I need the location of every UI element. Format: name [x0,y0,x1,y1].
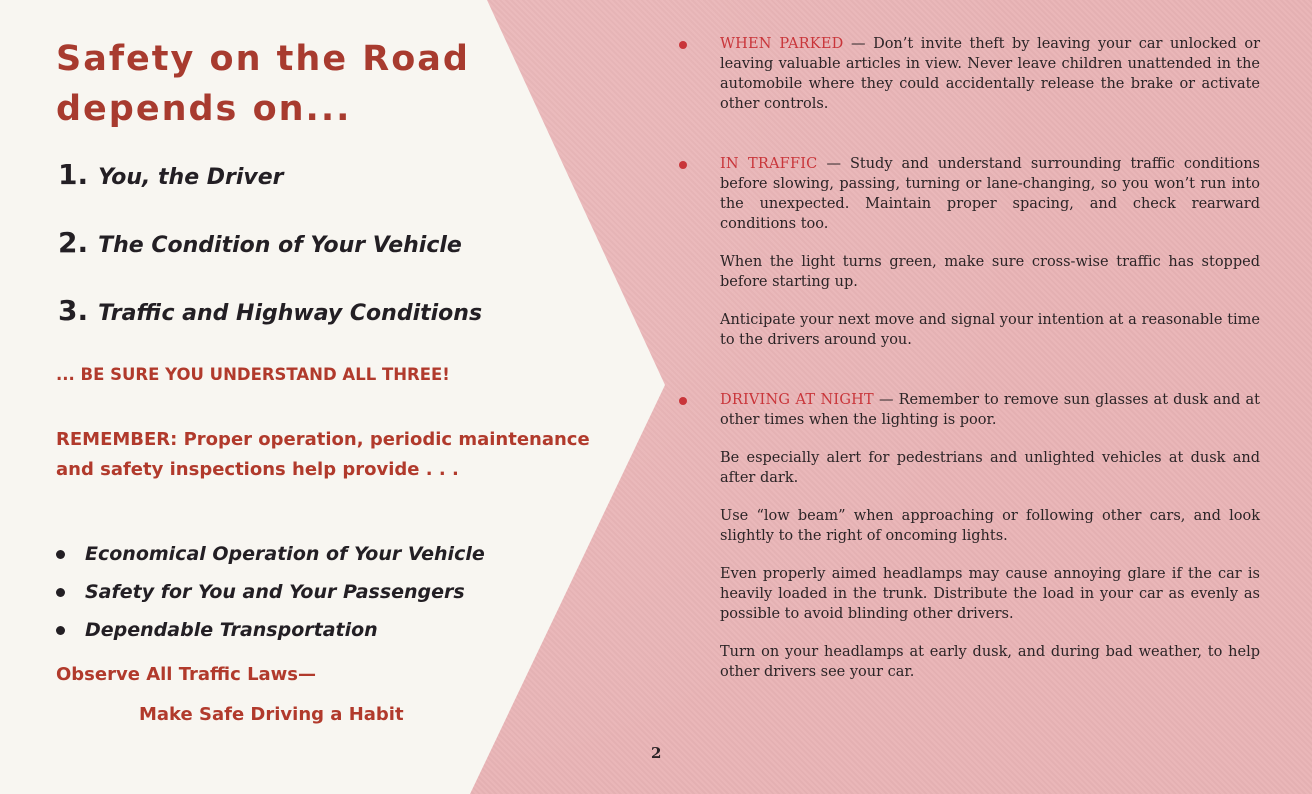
section-heading: IN TRAFFIC [720,156,818,172]
item-text: You, the Driver [98,165,284,190]
remember-text: REMEMBER: Proper operation, periodic maintenance and safety inspections help provide . . . [56,429,590,480]
list-item [56,573,485,611]
section-when-parked [675,34,1260,114]
section-in-traffic [675,154,1260,350]
section-heading: WHEN PARKED [720,36,844,52]
numbered-item-2 [58,226,462,259]
list-item [56,535,485,573]
be-sure-heading: ... BE SURE YOU UNDERSTAND ALL THREE! [56,365,450,384]
item-text: Traffic and Highway Conditions [98,301,483,326]
section-heading: DRIVING AT NIGHT [720,392,874,408]
right-column [675,34,1260,682]
item-number: 3. [58,294,89,327]
parked-paragraph [720,34,1260,114]
page-number: 2 [651,744,662,762]
paragraph-text: — Don’t invite theft by leaving your car unlocked or leaving valuable articles in view. Never leave children unattended in the automobile where they could accidentally release the brake or activate other controls. [720,36,1260,112]
item-text: The Condition of Your Vehicle [98,233,462,258]
bullet-icon [56,588,65,597]
list-item-text: Economical Operation of Your Vehicle [85,543,485,565]
item-number: 2. [58,226,89,259]
item-number: 1. [58,158,89,191]
numbered-item-3 [58,294,482,327]
list-item-text: Safety for You and Your Passengers [85,581,465,603]
bullet-icon [679,41,687,49]
title-line-2: depends on... [56,89,352,129]
paragraph-text: Even properly aimed headlamps may cause annoying glare if the car is heavily loaded in the trunk. Distribute the load in your car as evenly as possible to avoid blinding other drivers. [720,566,1260,622]
paragraph-text: Use “low beam” when approaching or following other cars, and look slightly to the right of oncoming lights. [720,508,1260,544]
page-title [56,34,470,134]
safe-driving-habit-text: Make Safe Driving a Habit [139,704,404,725]
night-paragraph [720,390,1260,430]
bullet-icon [679,161,687,169]
list-item [56,611,485,649]
bullet-icon [56,626,65,635]
paragraph-text: Be especially alert for pedestrians and unlighted vehicles at dusk and after dark. [720,450,1260,486]
observe-laws-text: Observe All Traffic Laws— [56,664,317,685]
list-item-text: Dependable Transportation [85,619,378,641]
benefit-list [56,535,485,649]
left-column [0,0,640,794]
paragraph-text: When the light turns green, make sure cross-wise traffic has stopped before starting up. [720,254,1260,290]
section-driving-at-night [675,390,1260,682]
traffic-paragraph [720,154,1260,234]
bullet-icon [56,550,65,559]
paragraph-text: Anticipate your next move and signal your intention at a reasonable time to the drivers around you. [720,312,1260,348]
paragraph-text: Turn on your headlamps at early dusk, and during bad weather, to help other drivers see your car. [720,644,1260,680]
title-line-1: Safety on the Road [56,39,470,79]
bullet-icon [679,397,687,405]
numbered-item-1 [58,158,284,191]
paragraph-text: — Remember to remove sun glasses at dusk and at other times when the lighting is poor. [720,392,1260,428]
paragraph-text: — Study and understand surrounding traffic conditions before slowing, passing, turning or lane-changing, so you won’t run into the unexpected. Maintain proper spacing, and check rearward conditions too. [720,156,1260,232]
